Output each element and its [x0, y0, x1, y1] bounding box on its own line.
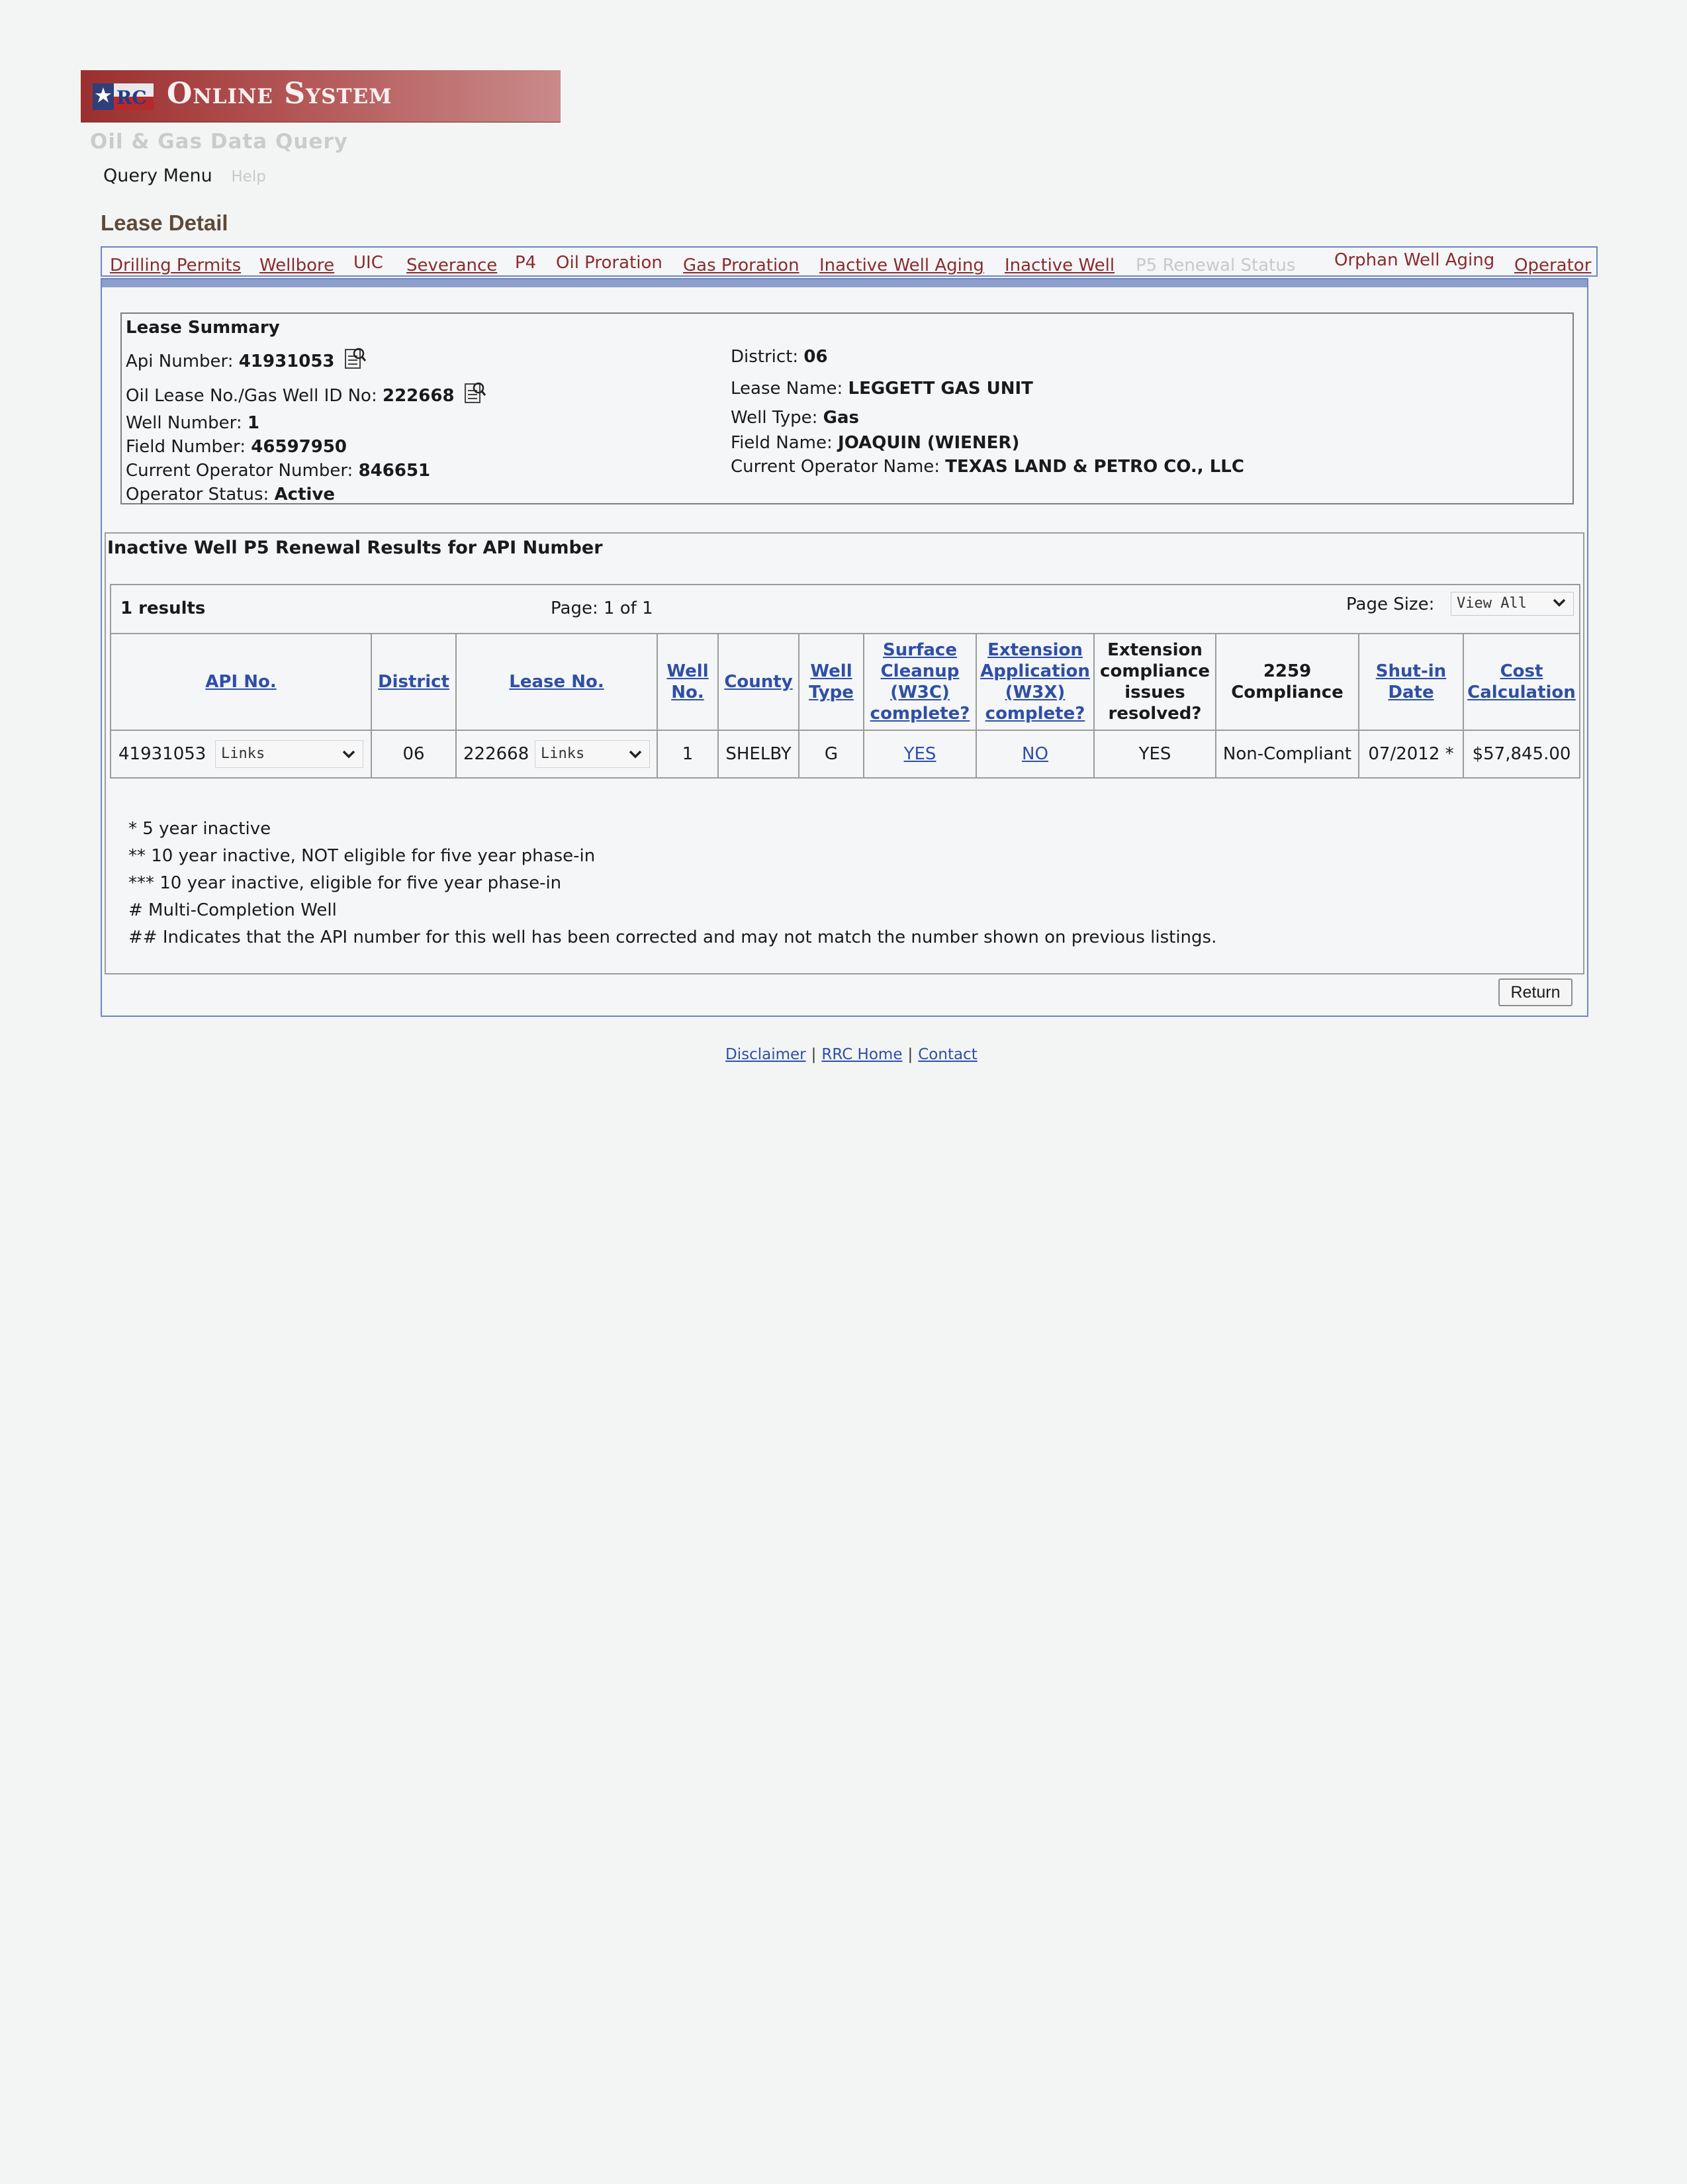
tab-drilling-permits[interactable]: Drilling Permits	[110, 256, 242, 275]
sort-district-link[interactable]: District	[378, 672, 449, 692]
note-item: *** 10 year inactive, eligible for five year phase-in	[128, 873, 562, 893]
tab-wellbore[interactable]: Wellbore	[259, 256, 335, 275]
note-item: * 5 year inactive	[128, 819, 271, 839]
cell-lease-no	[456, 730, 657, 778]
tab-operator[interactable]: Operator	[1514, 256, 1592, 275]
sort-county-link[interactable]: County	[724, 672, 793, 692]
cell-district: 06	[371, 730, 456, 778]
col-extension-application	[976, 634, 1094, 730]
operator-status-value: Active	[274, 485, 335, 504]
lease-name-field	[731, 379, 1033, 399]
page-title: Lease Detail	[101, 211, 228, 235]
operator-status-label: Operator Status:	[126, 485, 269, 504]
lease-number-value: 222668	[382, 386, 455, 406]
api-number-label: Api Number:	[126, 352, 234, 371]
col-extension-compliance: Extension compliance issues resolved?	[1094, 634, 1216, 730]
api-links-select[interactable]	[215, 740, 363, 768]
field-number-label: Field Number:	[126, 437, 246, 457]
col-lease-no	[456, 634, 657, 730]
tab-gas-proration[interactable]: Gas Proration	[683, 256, 799, 275]
col-cost-calculation	[1463, 634, 1580, 730]
cell-well-no: 1	[657, 730, 718, 778]
results-notes	[128, 816, 1216, 951]
field-name-value: JOAQUIN (WIENER)	[838, 433, 1020, 453]
tab-oil-proration[interactable]: Oil Proration	[556, 253, 662, 273]
note-item: # Multi-Completion Well	[128, 900, 337, 920]
tab-inactive-well-aging[interactable]: Inactive Well Aging	[819, 256, 984, 275]
col-2259-compliance: 2259 Compliance	[1216, 634, 1359, 730]
chevron-down-icon	[628, 747, 643, 761]
banner-title: Online System	[167, 77, 392, 111]
disclaimer-link[interactable]: Disclaimer	[725, 1046, 806, 1063]
cell-2259-compliance: Non-Compliant	[1216, 730, 1359, 778]
district-field	[731, 347, 828, 367]
tab-severance[interactable]: Severance	[406, 256, 498, 275]
query-menu-link[interactable]: Query Menu	[103, 166, 212, 186]
lease-summary-title: Lease Summary	[126, 318, 280, 338]
lease-number-field	[126, 381, 486, 406]
sort-well-no-link[interactable]: Well No.	[666, 661, 709, 702]
well-number-field	[126, 413, 259, 433]
extension-application-link[interactable]: NO	[1022, 744, 1048, 764]
tab-orphan-well-aging[interactable]: Orphan Well Aging	[1334, 250, 1495, 270]
footer-separator: |	[907, 1046, 913, 1063]
note-item: ## Indicates that the API number for this well has been corrected and may not match the number shown on previous listings.	[128, 927, 1217, 947]
operator-name-label: Current Operator Name:	[731, 457, 940, 477]
field-name-label: Field Name:	[731, 433, 833, 453]
page-size-select[interactable]	[1451, 592, 1574, 616]
col-district	[371, 634, 456, 730]
well-number-value: 1	[247, 413, 259, 433]
cell-cost-calculation: $57,845.00	[1463, 730, 1580, 778]
tab-inactive-well[interactable]: Inactive Well	[1005, 256, 1115, 275]
lease-links-label: Links	[541, 745, 585, 762]
operator-status-field	[126, 485, 335, 504]
operator-number-label: Current Operator Number:	[126, 461, 353, 481]
rrc-home-link[interactable]: RRC Home	[821, 1046, 903, 1063]
chevron-down-icon	[342, 747, 356, 761]
district-value: 06	[803, 347, 828, 367]
well-type-label: Well Type:	[731, 408, 818, 428]
operator-name-value: TEXAS LAND & PETRO CO., LLC	[945, 457, 1244, 477]
page-size-label: Page Size:	[1346, 594, 1435, 614]
sort-well-type-link[interactable]: Well Type	[809, 661, 854, 702]
results-pager-bar	[110, 584, 1580, 634]
query-menu-bar	[103, 166, 266, 186]
sort-api-no-link[interactable]: API No.	[205, 672, 277, 692]
sort-surface-cleanup-link[interactable]: Surface Cleanup (W3C) complete?	[870, 640, 970, 724]
results-table	[110, 633, 1580, 779]
lease-summary	[120, 312, 1574, 504]
field-number-value: 46597950	[251, 437, 347, 457]
note-item: ** 10 year inactive, NOT eligible for five year phase-in	[128, 846, 596, 866]
operator-number-value: 846651	[358, 461, 431, 481]
svg-text:RC: RC	[116, 87, 147, 109]
lease-no-value: 222668	[463, 744, 529, 764]
cell-api-no	[111, 730, 371, 778]
help-link[interactable]: Help	[231, 168, 266, 185]
cell-extension-compliance: YES	[1094, 730, 1216, 778]
panel-header-stripe	[102, 279, 1587, 287]
tab-p5-renewal-status[interactable]: P5 Renewal Status	[1136, 256, 1296, 275]
cell-extension-application	[976, 730, 1094, 778]
api-number-value: 41931053	[238, 352, 335, 371]
site-banner	[81, 70, 561, 122]
well-number-label: Well Number:	[126, 413, 242, 433]
cell-county: SHELBY	[718, 730, 799, 778]
cell-well-type: G	[799, 730, 864, 778]
detail-tabs	[101, 246, 1598, 277]
col-county	[718, 634, 799, 730]
lease-number-label: Oil Lease No./Gas Well ID No:	[126, 386, 377, 406]
sort-extension-application-link[interactable]: Extension Application (W3X) complete?	[980, 640, 1090, 724]
well-type-value: Gas	[823, 408, 860, 428]
col-well-no	[657, 634, 718, 730]
rrc-logo-icon	[93, 82, 154, 111]
sort-cost-calculation-link[interactable]: Cost Calculation	[1467, 661, 1576, 702]
footer-separator: |	[811, 1046, 817, 1063]
page-size-value: View All	[1457, 595, 1527, 612]
table-row	[111, 730, 1580, 778]
table-header-row	[111, 634, 1580, 730]
district-label: District:	[731, 347, 799, 367]
sort-shut-in-date-link[interactable]: Shut-in Date	[1375, 661, 1447, 702]
field-number-field	[126, 437, 347, 457]
lease-links-select[interactable]	[535, 740, 650, 768]
api-number-field	[126, 347, 367, 371]
page-footer	[725, 1046, 978, 1063]
chevron-down-icon	[1552, 595, 1567, 610]
lease-name-value: LEGGETT GAS UNIT	[848, 379, 1033, 399]
field-name-field	[731, 433, 1019, 453]
col-surface-cleanup	[864, 634, 976, 730]
results-title: Inactive Well P5 Renewal Results for API Number	[107, 538, 603, 558]
return-button[interactable]: Return	[1498, 978, 1573, 1006]
surface-cleanup-link[interactable]: YES	[903, 744, 936, 764]
p5-renewal-results	[105, 532, 1584, 974]
col-well-type	[799, 634, 864, 730]
api-links-group	[118, 740, 363, 768]
api-no-value: 41931053	[118, 744, 206, 764]
api-links-label: Links	[221, 745, 265, 762]
col-api-no	[111, 634, 371, 730]
operator-name-field	[731, 457, 1244, 477]
cell-surface-cleanup	[864, 730, 976, 778]
sort-lease-no-link[interactable]: Lease No.	[509, 672, 604, 692]
lease-detail-panel	[101, 278, 1588, 1017]
well-type-field	[731, 408, 859, 428]
lease-name-label: Lease Name:	[731, 379, 843, 399]
api-lookup-icon[interactable]	[344, 347, 367, 371]
app-subtitle: Oil & Gas Data Query	[90, 130, 348, 154]
tab-uic[interactable]: UIC	[353, 253, 383, 273]
tab-p4[interactable]: P4	[515, 253, 537, 273]
contact-link[interactable]: Contact	[918, 1046, 978, 1063]
results-page-indicator: Page: 1 of 1	[551, 598, 653, 618]
results-count: 1 results	[120, 598, 206, 618]
col-shut-in-date	[1359, 634, 1463, 730]
lease-links-group	[463, 740, 650, 768]
cell-shut-in-date: 07/2012 *	[1359, 730, 1463, 778]
lease-lookup-icon[interactable]	[464, 381, 486, 405]
operator-number-field	[126, 461, 430, 481]
